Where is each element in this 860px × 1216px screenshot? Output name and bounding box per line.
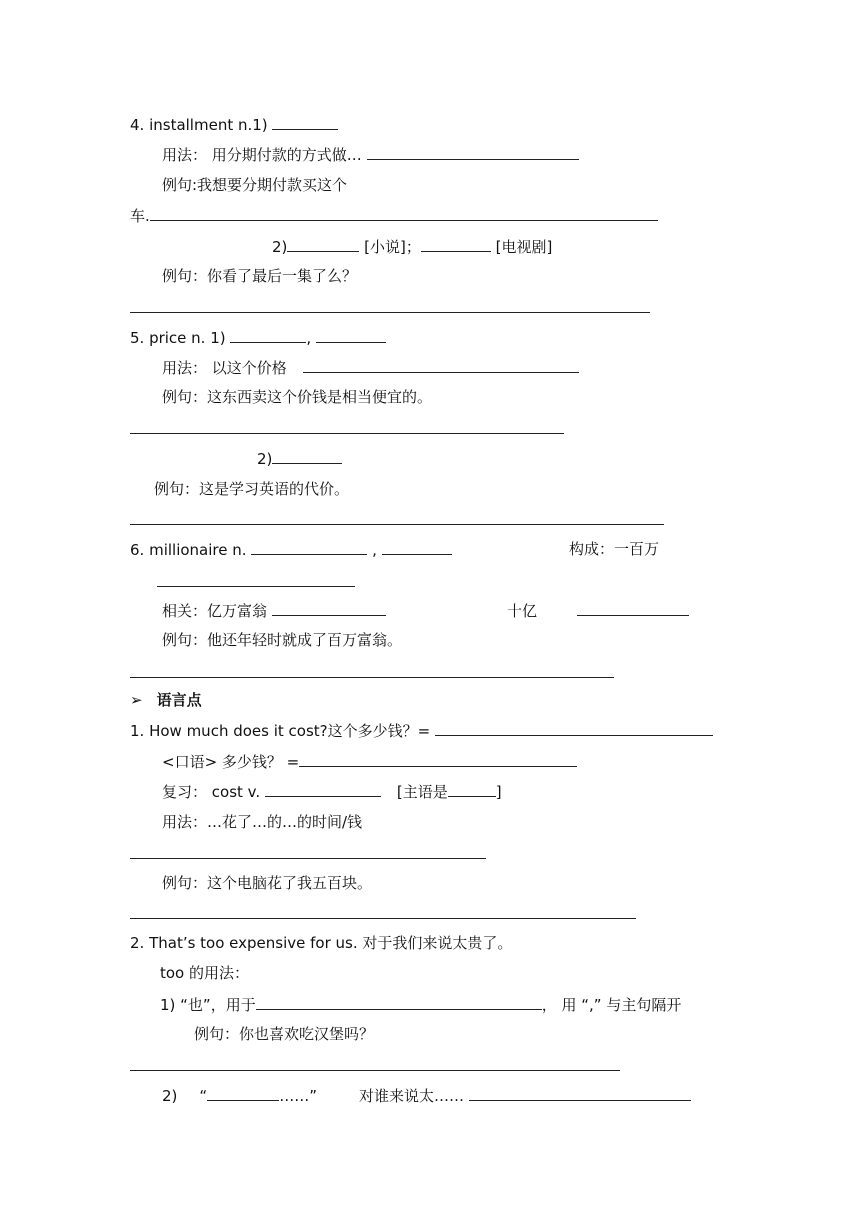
answer-line[interactable] <box>130 918 636 919</box>
lp2-heading: 2. That’s too expensive for us. 对于我们来说太贵了。 <box>130 934 513 952</box>
answer-line[interactable] <box>130 433 564 434</box>
lp2-sub1-example: 例句：你也喜欢吃汉堡吗？ <box>194 1025 375 1043</box>
item4-example1-cont: 车. <box>130 205 658 225</box>
answer-line[interactable] <box>157 586 355 587</box>
answer-blank[interactable] <box>272 448 342 464</box>
item4-heading: 4. installment n.1) <box>130 114 338 134</box>
lp2-sub2-meaning: 对谁来说太…… <box>359 1085 691 1105</box>
item4-example2: 例句：你看了最后一集了么？ <box>162 267 358 285</box>
item4-usage: 用法： 用分期付款的方式做… <box>162 144 579 164</box>
item6-related: 相关：亿万富翁 <box>162 600 386 620</box>
answer-line[interactable] <box>130 858 486 859</box>
answer-blank[interactable] <box>299 751 577 767</box>
arrow-bullet-icon: ➢ <box>130 691 143 709</box>
item5-heading: 5. price n. 1) , <box>130 327 386 347</box>
answer-blank[interactable] <box>256 994 542 1010</box>
answer-line[interactable] <box>130 524 664 525</box>
answer-blank[interactable] <box>287 236 359 252</box>
answer-blank[interactable] <box>150 205 658 221</box>
lp1-review: 复习： cost v. [主语是 ] <box>162 783 502 801</box>
item4-sub2: 2) [小说]； [电视剧] <box>272 238 553 256</box>
lp1-example: 例句：这个电脑花了我五百块。 <box>162 874 373 892</box>
answer-blank[interactable] <box>577 600 689 616</box>
answer-blank[interactable] <box>382 539 452 555</box>
answer-line[interactable] <box>130 677 614 678</box>
item5-example2: 例句：这是学习英语的代价。 <box>154 480 350 498</box>
answer-blank[interactable] <box>367 144 579 160</box>
item5-sub2: 2) <box>257 448 342 468</box>
section-heading <box>130 690 202 710</box>
section-title: 语言点 <box>156 691 202 709</box>
item6-example: 例句：他还年轻时就成了百万富翁。 <box>162 631 403 649</box>
item6-heading: 6. millionaire n. , <box>130 539 452 559</box>
lp1-usage: 用法：…花了…的…的时间/钱 <box>162 813 363 831</box>
lp2-sub1: 1) “也”，用于 ， 用 “,” 与主句隔开 <box>160 996 682 1014</box>
answer-blank[interactable] <box>272 114 338 130</box>
answer-blank[interactable] <box>316 327 386 343</box>
answer-blank[interactable] <box>448 781 496 797</box>
answer-line[interactable] <box>130 312 650 313</box>
item6-structure: 构成：一百万 <box>569 540 660 558</box>
lp1-heading: 1. How much does it cost?这个多少钱？= <box>130 720 713 740</box>
answer-blank[interactable] <box>421 236 491 252</box>
answer-blank[interactable] <box>272 600 386 616</box>
item6-billion: 十亿 <box>507 600 689 620</box>
lp2-sub2: 2) “ ……” <box>162 1087 317 1105</box>
item4-example1: 例句:我想要分期付款买这个 <box>162 176 348 194</box>
answer-blank[interactable] <box>251 539 367 555</box>
answer-blank[interactable] <box>469 1085 691 1101</box>
answer-blank[interactable] <box>230 327 306 343</box>
answer-blank[interactable] <box>303 357 579 373</box>
answer-blank[interactable] <box>207 1085 279 1101</box>
item5-example1: 例句：这东西卖这个价钱是相当便宜的。 <box>162 388 433 406</box>
answer-line[interactable] <box>130 1070 620 1071</box>
answer-blank[interactable] <box>435 720 713 736</box>
lp2-too-usage: too 的用法： <box>160 964 250 982</box>
lp1-oral: <口语> 多少钱？ = <box>162 751 577 771</box>
answer-blank[interactable] <box>265 781 381 797</box>
item5-usage: 用法： 以这个价格 <box>162 357 579 377</box>
